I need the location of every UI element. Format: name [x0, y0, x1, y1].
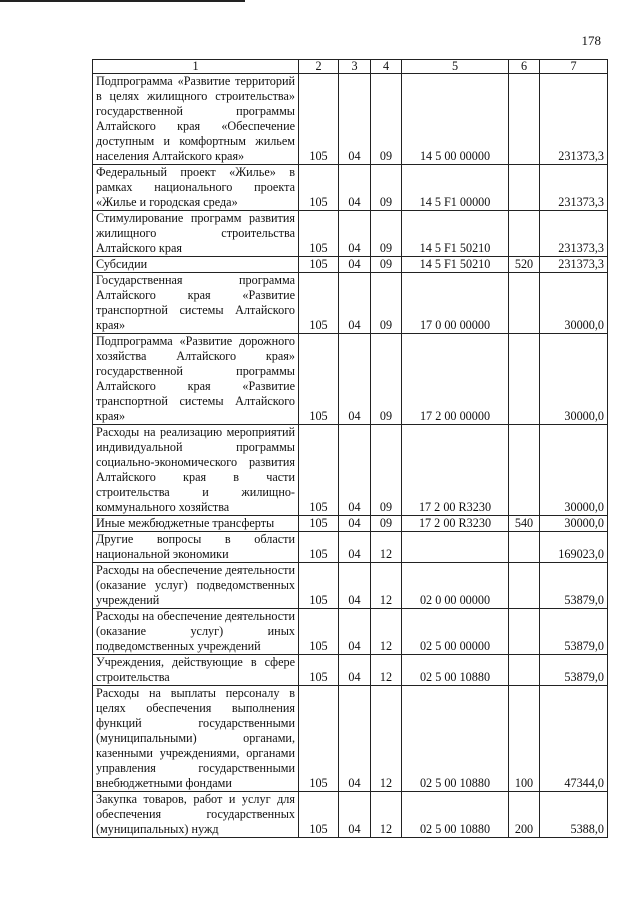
header-cell: 2	[299, 60, 339, 74]
row-name-cell: Государственная программа Алтайского края «Развитие транспортной системы Алтайского края»	[93, 273, 299, 334]
table-row	[93, 211, 608, 257]
section-code-cell: 04	[339, 609, 371, 655]
ministry-code-cell: 105	[299, 257, 339, 273]
section-code-cell: 04	[339, 334, 371, 425]
expense-type-cell: 540	[509, 516, 540, 532]
table-row	[93, 655, 608, 686]
subsection-code-cell: 09	[371, 165, 402, 211]
amount-cell: 169023,0	[540, 532, 608, 563]
section-code-cell: 04	[339, 655, 371, 686]
table-row	[93, 74, 608, 165]
section-code-cell: 04	[339, 74, 371, 165]
row-name-cell: Стимулирование программ развития жилищного строительства Алтайского края	[93, 211, 299, 257]
row-name-cell: Подпрограмма «Развитие территорий в целях жилищного строительства» государственной программы Алтайского края «Обеспечение доступным и комфортным жильем населения Алтайского края»	[93, 74, 299, 165]
ministry-code-cell: 105	[299, 655, 339, 686]
target-article-cell: 02 5 00 10880	[402, 686, 509, 792]
header-cell: 1	[93, 60, 299, 74]
expense-type-cell	[509, 655, 540, 686]
section-code-cell: 04	[339, 792, 371, 838]
table-row	[93, 273, 608, 334]
expense-type-cell	[509, 609, 540, 655]
target-article-cell: 14 5 F1 50210	[402, 257, 509, 273]
row-name-cell: Расходы на обеспечение деятельности (оказание услуг) подведомственных учреждений	[93, 563, 299, 609]
row-name-cell: Закупка товаров, работ и услуг для обеспечения государственных (муниципальных) нужд	[93, 792, 299, 838]
amount-cell: 30000,0	[540, 425, 608, 516]
ministry-code-cell: 105	[299, 686, 339, 792]
subsection-code-cell: 09	[371, 516, 402, 532]
section-code-cell: 04	[339, 165, 371, 211]
table-row	[93, 516, 608, 532]
target-article-cell: 17 2 00 R3230	[402, 516, 509, 532]
target-article-cell: 17 0 00 00000	[402, 273, 509, 334]
ministry-code-cell: 105	[299, 211, 339, 257]
subsection-code-cell: 09	[371, 273, 402, 334]
target-article-cell: 14 5 00 00000	[402, 74, 509, 165]
ministry-code-cell: 105	[299, 609, 339, 655]
ministry-code-cell: 105	[299, 273, 339, 334]
target-article-cell: 14 5 F1 50210	[402, 211, 509, 257]
expense-type-cell	[509, 273, 540, 334]
subsection-code-cell: 12	[371, 792, 402, 838]
subsection-code-cell: 09	[371, 211, 402, 257]
ministry-code-cell: 105	[299, 563, 339, 609]
target-article-cell	[402, 532, 509, 563]
expense-type-cell	[509, 532, 540, 563]
table-row	[93, 257, 608, 273]
row-name-cell: Субсидии	[93, 257, 299, 273]
header-cell: 7	[540, 60, 608, 74]
expense-type-cell	[509, 211, 540, 257]
subsection-code-cell: 09	[371, 257, 402, 273]
table-row	[93, 686, 608, 792]
expense-type-cell: 200	[509, 792, 540, 838]
ministry-code-cell: 105	[299, 532, 339, 563]
budget-table	[92, 59, 608, 838]
expense-type-cell: 100	[509, 686, 540, 792]
table-row	[93, 165, 608, 211]
expense-type-cell	[509, 425, 540, 516]
target-article-cell: 14 5 F1 00000	[402, 165, 509, 211]
subsection-code-cell: 12	[371, 609, 402, 655]
row-name-cell: Иные межбюджетные трансферты	[93, 516, 299, 532]
amount-cell: 47344,0	[540, 686, 608, 792]
subsection-code-cell: 12	[371, 686, 402, 792]
subsection-code-cell: 09	[371, 74, 402, 165]
subsection-code-cell: 12	[371, 563, 402, 609]
target-article-cell: 02 5 00 00000	[402, 609, 509, 655]
row-name-cell: Расходы на обеспечение деятельности (оказание услуг) иных подведомственных учреждений	[93, 609, 299, 655]
section-code-cell: 04	[339, 516, 371, 532]
expense-type-cell	[509, 74, 540, 165]
target-article-cell: 17 2 00 R3230	[402, 425, 509, 516]
expense-type-cell	[509, 165, 540, 211]
subsection-code-cell: 09	[371, 334, 402, 425]
row-name-cell: Другие вопросы в области национальной экономики	[93, 532, 299, 563]
table-header-row	[93, 60, 608, 74]
table-row	[93, 792, 608, 838]
amount-cell: 53879,0	[540, 563, 608, 609]
section-code-cell: 04	[339, 532, 371, 563]
section-code-cell: 04	[339, 425, 371, 516]
ministry-code-cell: 105	[299, 425, 339, 516]
page-number: 178	[581, 33, 601, 48]
table-row	[93, 532, 608, 563]
amount-cell: 30000,0	[540, 516, 608, 532]
header-cell: 5	[402, 60, 509, 74]
ministry-code-cell: 105	[299, 516, 339, 532]
row-name-cell: Расходы на выплаты персоналу в целях обеспечения выполнения функций государственными (муниципальными) органами, казенными учреждениями, органами управления государственными внебюджетными фондами	[93, 686, 299, 792]
table-row	[93, 563, 608, 609]
ministry-code-cell: 105	[299, 165, 339, 211]
amount-cell: 231373,3	[540, 165, 608, 211]
ministry-code-cell: 105	[299, 74, 339, 165]
subsection-code-cell: 12	[371, 655, 402, 686]
table-row	[93, 609, 608, 655]
section-code-cell: 04	[339, 211, 371, 257]
expense-type-cell	[509, 563, 540, 609]
amount-cell: 53879,0	[540, 609, 608, 655]
table-row	[93, 425, 608, 516]
amount-cell: 231373,3	[540, 257, 608, 273]
section-code-cell: 04	[339, 257, 371, 273]
amount-cell: 30000,0	[540, 334, 608, 425]
table-row	[93, 334, 608, 425]
ministry-code-cell: 105	[299, 792, 339, 838]
row-name-cell: Учреждения, действующие в сфере строительства	[93, 655, 299, 686]
amount-cell: 5388,0	[540, 792, 608, 838]
header-cell: 4	[371, 60, 402, 74]
amount-cell: 53879,0	[540, 655, 608, 686]
amount-cell: 231373,3	[540, 74, 608, 165]
header-cell: 3	[339, 60, 371, 74]
section-code-cell: 04	[339, 563, 371, 609]
expense-type-cell	[509, 334, 540, 425]
target-article-cell: 02 5 00 10880	[402, 655, 509, 686]
amount-cell: 30000,0	[540, 273, 608, 334]
target-article-cell: 17 2 00 00000	[402, 334, 509, 425]
section-code-cell: 04	[339, 273, 371, 334]
ministry-code-cell: 105	[299, 334, 339, 425]
header-cell: 6	[509, 60, 540, 74]
row-name-cell: Расходы на реализацию мероприятий индивидуальной программы социально-экономического развития Алтайского края в части строительства и жилищно-коммунального хозяйства	[93, 425, 299, 516]
top-rule	[0, 0, 245, 2]
row-name-cell: Федеральный проект «Жилье» в рамках национального проекта «Жилье и городская среда»	[93, 165, 299, 211]
target-article-cell: 02 5 00 10880	[402, 792, 509, 838]
subsection-code-cell: 09	[371, 425, 402, 516]
target-article-cell: 02 0 00 00000	[402, 563, 509, 609]
subsection-code-cell: 12	[371, 532, 402, 563]
section-code-cell: 04	[339, 686, 371, 792]
expense-type-cell: 520	[509, 257, 540, 273]
row-name-cell: Подпрограмма «Развитие дорожного хозяйства Алтайского края» государственной программы Алтайского края «Развитие транспортной системы Алтайского края»	[93, 334, 299, 425]
amount-cell: 231373,3	[540, 211, 608, 257]
